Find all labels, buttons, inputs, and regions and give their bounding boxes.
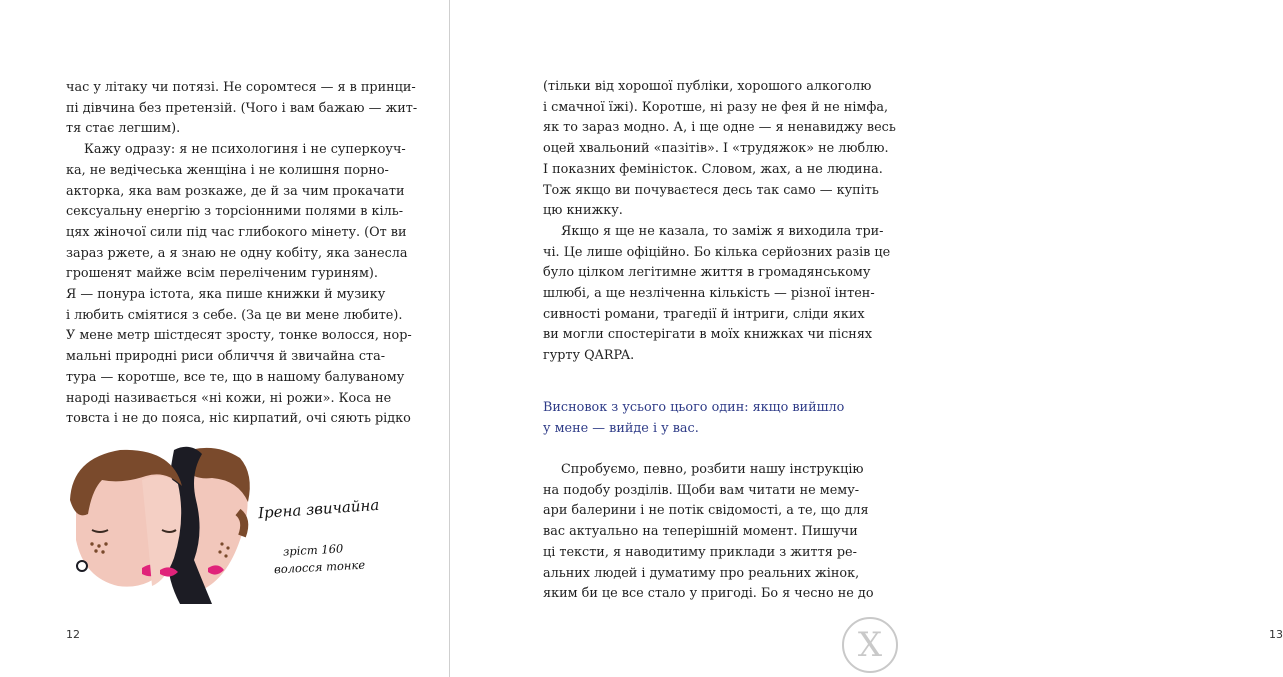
text-line: сексуальну енергію з торсіонними полями в кіль- (66, 204, 404, 220)
faces-illustration (62, 440, 392, 610)
text-line: гурту QARPA. (543, 348, 635, 364)
text-line: і смачної їжі). Коротше, ні разу не фея й не німфа, (543, 99, 889, 115)
text-line: на подобу розділів. Щоби вам читати не мему- (543, 482, 860, 498)
highlight-line: Висновок з усього цього один: якщо вийшло (543, 400, 845, 415)
text-line: Я — понура істота, яка пише книжки й музику (66, 287, 386, 303)
text-line: тя стає легшим). (66, 121, 181, 137)
text-line: і любить сміятися з себе. (За це ви мене любите). (66, 307, 403, 323)
text-line: оцей хвальоний «пазітів». І «трудяжок» не люблю. (543, 141, 889, 157)
left-body-text (66, 78, 418, 430)
text-line: ці тексти, я наводитиму приклади з життя ре- (543, 544, 857, 560)
text-line: зараз ржете, а я знаю не одну кобіту, яка занесла (66, 245, 408, 261)
text-line: Кажу одразу: я не психологиня і не суперкоуч- (84, 142, 406, 158)
text-line: тура — коротше, все те, що в нашому балуваному (66, 369, 405, 385)
text-line: товста і не до пояса, ніс кирпатий, очі сяють рідко (66, 411, 411, 427)
text-line: мальні природні риси обличчя й звичайна ста- (66, 349, 386, 365)
right-body-text-2 (543, 460, 874, 605)
page-number-left: 12 (66, 628, 80, 641)
text-line: грошенят майже всім переліченим гуриням). (66, 266, 378, 282)
text-line: альних людей і думатиму про реальних жінок, (543, 565, 860, 581)
text-line: ка, не ведічеська женщіна і не колишня порно- (66, 162, 389, 178)
text-line: народі називається «ні кожи, ні рожи». Коса не (66, 390, 392, 406)
text-line: сивності романи, трагедії й інтриги, сліди яких (543, 306, 865, 322)
text-line: як то зараз модно. А, і ще одне — я ненавиджу весь (543, 120, 896, 136)
page-number-right: 13 (1269, 628, 1283, 641)
text-line: пі дівчина без претензій. (Чого і вам бажаю — жит- (66, 100, 418, 116)
text-line: Якщо я ще не казала, то заміж я виходила три- (561, 223, 884, 239)
text-line: цю книжку. (543, 203, 623, 219)
illustration-caption-title: Ірена звичайна (257, 495, 380, 523)
text-line: акторка, яка вам розкаже, де й за чим прокачати (66, 183, 405, 199)
text-line: чі. Це лише офіційно. Бо кілька серйозних разів це (543, 244, 891, 260)
illustration-caption-hair: волосся тонке (273, 557, 366, 577)
text-line: яким би це все стало у пригоді. Бо я чесно не до (543, 586, 874, 602)
text-line: ари балерини і не потік свідомості, а те, що для (543, 503, 869, 519)
text-line: шлюбі, а ще незліченна кількість — різної інтен- (543, 286, 875, 302)
right-body-text-1 (543, 77, 896, 367)
text-line: вас актуально на теперішній момент. Пишучи (543, 524, 858, 540)
text-line: І показних феміністок. Словом, жах, а не людина. (543, 161, 883, 177)
text-line: Спробуємо, певно, розбити нашу інструкцію (561, 462, 864, 477)
illustration-caption-height: зріст 160 (282, 541, 344, 559)
highlighted-conclusion (543, 398, 845, 439)
text-line: час у літаку чи потязі. Не соромтеся — я в принци- (66, 80, 416, 95)
text-line: Тож якщо ви почуваєтеся десь так само — купіть (543, 182, 879, 198)
text-line: ви могли спостерігати в моїх книжках чи піснях (543, 327, 873, 343)
highlight-line: у мене — вийде і у вас. (543, 420, 699, 436)
text-line: У мене метр шістдесят зросту, тонке волосся, нор- (66, 328, 412, 344)
text-line: було цілком легітимне життя в громадянському (543, 265, 871, 281)
watermark-logo: X (842, 617, 898, 673)
right-page (450, 0, 1283, 677)
text-line: цях жіночої сили під час глибокого мінету. (От ви (66, 224, 407, 240)
text-line: (тільки від хорошої публіки, хорошого алкоголю (543, 79, 872, 94)
